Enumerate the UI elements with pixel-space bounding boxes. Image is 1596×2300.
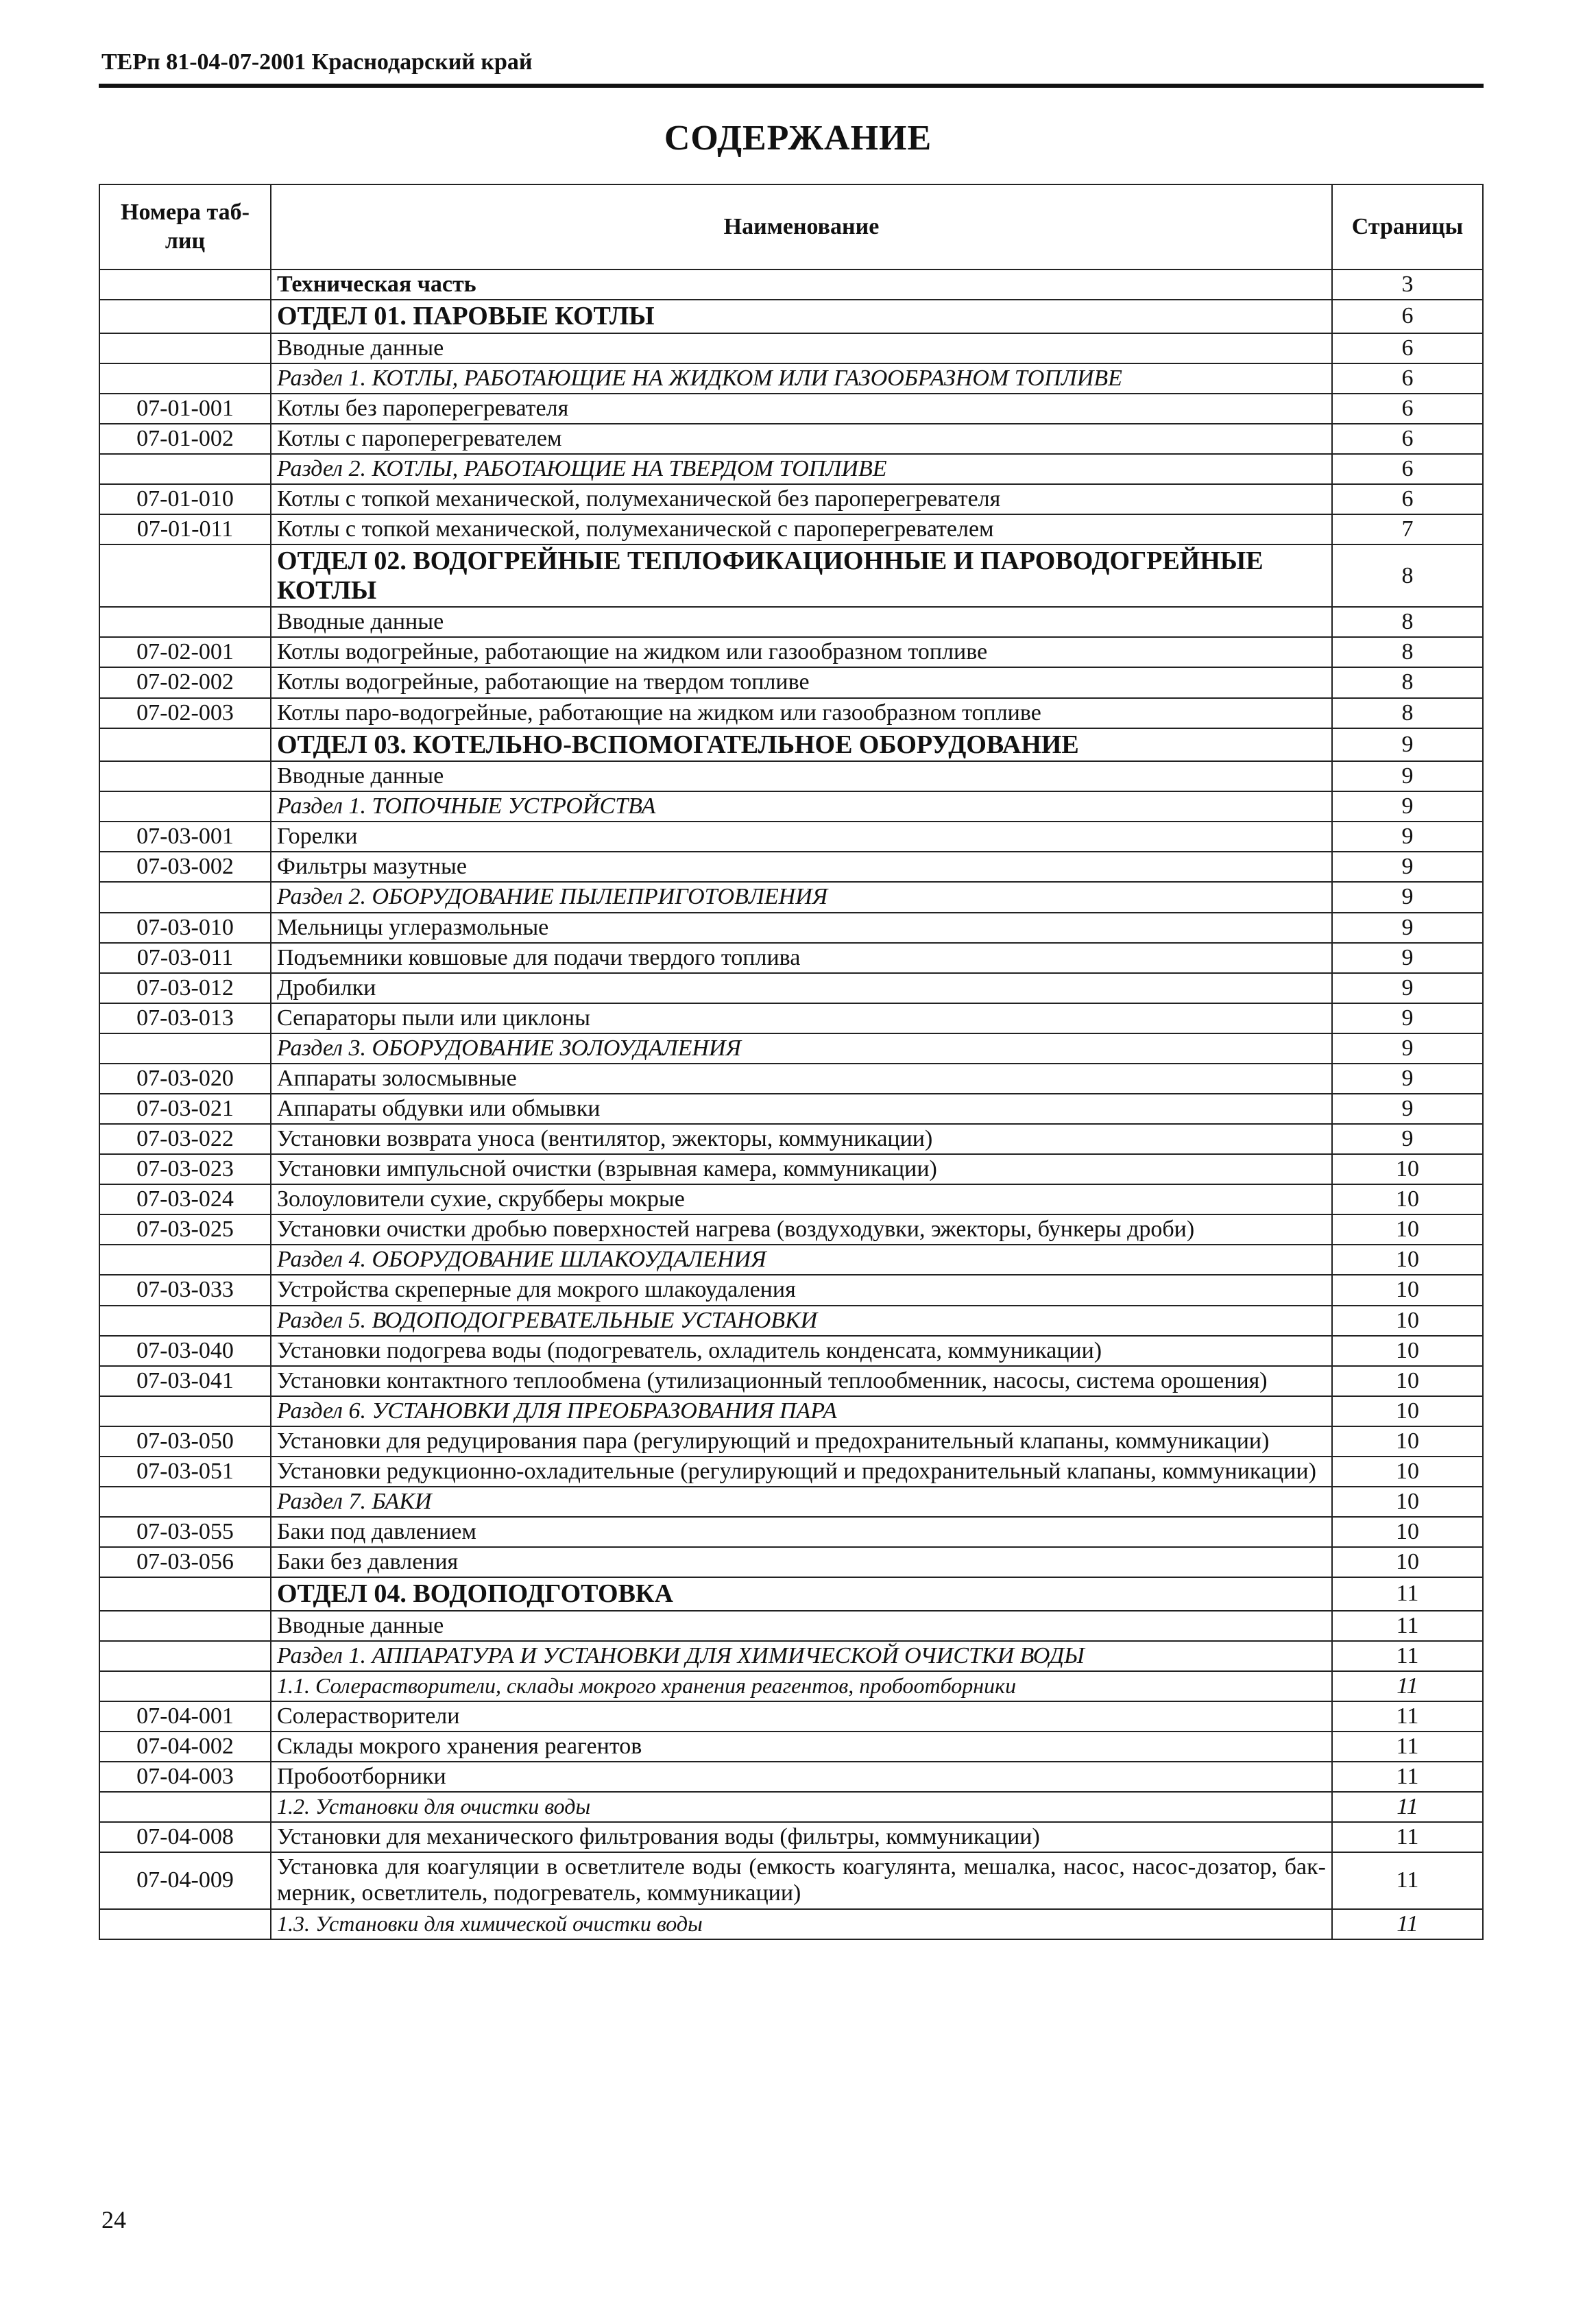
page-number-cell: 11 xyxy=(1332,1641,1483,1671)
table-number-cell xyxy=(99,333,271,363)
table-number-cell xyxy=(99,607,271,637)
table-row xyxy=(99,1762,1483,1792)
table-row xyxy=(99,852,1483,882)
table-number-cell: 07-04-002 xyxy=(99,1732,271,1762)
table-number-cell xyxy=(99,728,271,762)
table-row xyxy=(99,484,1483,514)
table-row xyxy=(99,1547,1483,1577)
table-row xyxy=(99,1003,1483,1033)
entry-name-cell: Раздел 3. ОБОРУДОВАНИЕ ЗОЛОУДАЛЕНИЯ xyxy=(271,1033,1332,1064)
table-number-cell: 07-03-050 xyxy=(99,1426,271,1457)
table-row xyxy=(99,1457,1483,1487)
page-number-cell: 11 xyxy=(1332,1822,1483,1852)
entry-name-cell: 1.3. Установки для химической очистки воды xyxy=(271,1909,1332,1939)
page-number-cell: 9 xyxy=(1332,1033,1483,1064)
page-number-cell: 10 xyxy=(1332,1487,1483,1517)
page-number-cell: 9 xyxy=(1332,913,1483,943)
table-number-cell xyxy=(99,1611,271,1641)
table-row xyxy=(99,1033,1483,1064)
entry-name-cell: Раздел 1. АППАРАТУРА И УСТАНОВКИ ДЛЯ ХИМИЧЕСКОЙ ОЧИСТКИ ВОДЫ xyxy=(271,1641,1332,1671)
entry-name-cell: Вводные данные xyxy=(271,333,1332,363)
entry-name-cell: Раздел 6. УСТАНОВКИ ДЛЯ ПРЕОБРАЗОВАНИЯ ПАРА xyxy=(271,1396,1332,1426)
page-number-cell: 10 xyxy=(1332,1184,1483,1214)
table-row xyxy=(99,1909,1483,1939)
table-number-cell: 07-03-013 xyxy=(99,1003,271,1033)
entry-name-cell: Техническая часть xyxy=(271,269,1332,300)
table-row xyxy=(99,1517,1483,1547)
table-row xyxy=(99,514,1483,544)
entry-name-cell: Котлы водогрейные, работающие на жидком или газообразном топливе xyxy=(271,637,1332,667)
page-number-cell: 6 xyxy=(1332,333,1483,363)
table-number-cell: 07-02-003 xyxy=(99,698,271,728)
table-number-cell xyxy=(99,1487,271,1517)
table-row xyxy=(99,1154,1483,1184)
table-row xyxy=(99,333,1483,363)
entry-name-cell: Котлы с пароперегревателем xyxy=(271,424,1332,454)
table-row xyxy=(99,637,1483,667)
table-number-cell xyxy=(99,1909,271,1939)
table-number-cell: 07-01-002 xyxy=(99,424,271,454)
page-number-cell: 8 xyxy=(1332,698,1483,728)
entry-name-cell: Вводные данные xyxy=(271,1611,1332,1641)
table-row xyxy=(99,1701,1483,1732)
entry-name-cell: Установки импульсной очистки (взрывная камера, коммуникации) xyxy=(271,1154,1332,1184)
page-number-cell: 9 xyxy=(1332,1124,1483,1154)
page-number-cell: 10 xyxy=(1332,1547,1483,1577)
table-row xyxy=(99,1336,1483,1366)
table-row xyxy=(99,454,1483,484)
table-row xyxy=(99,1275,1483,1305)
table-row xyxy=(99,728,1483,762)
entry-name-cell: Фильтры мазутные xyxy=(271,852,1332,882)
table-header-row xyxy=(99,184,1483,269)
table-row xyxy=(99,1732,1483,1762)
entry-name-cell: Баки без давления xyxy=(271,1547,1332,1577)
table-number-cell: 07-02-001 xyxy=(99,637,271,667)
table-number-cell: 07-03-011 xyxy=(99,943,271,973)
contents-table-body xyxy=(99,269,1483,1939)
entry-name-cell: Установки редукционно-охладительные (регулирующий и предохранительный клапаны, коммуникации) xyxy=(271,1457,1332,1487)
page-number-cell: 10 xyxy=(1332,1336,1483,1366)
table-row xyxy=(99,363,1483,394)
entry-name-cell: Котлы водогрейные, работающие на твердом топливе xyxy=(271,667,1332,697)
entry-name-cell: Подъемники ковшовые для подачи твердого топлива xyxy=(271,943,1332,973)
table-number-cell xyxy=(99,1792,271,1822)
table-number-cell: 07-03-025 xyxy=(99,1214,271,1245)
entry-name-cell: Пробоотборники xyxy=(271,1762,1332,1792)
entry-name-cell: Раздел 1. КОТЛЫ, РАБОТАЮЩИЕ НА ЖИДКОМ ИЛИ ГАЗООБРАЗНОМ ТОПЛИВЕ xyxy=(271,363,1332,394)
page-number-cell: 9 xyxy=(1332,761,1483,791)
table-number-cell xyxy=(99,1577,271,1611)
table-row xyxy=(99,1426,1483,1457)
table-number-cell xyxy=(99,544,271,607)
table-number-cell: 07-03-055 xyxy=(99,1517,271,1547)
page-number-cell: 9 xyxy=(1332,852,1483,882)
entry-name-cell: Раздел 2. КОТЛЫ, РАБОТАЮЩИЕ НА ТВЕРДОМ ТОПЛИВЕ xyxy=(271,454,1332,484)
table-row xyxy=(99,1214,1483,1245)
contents-table xyxy=(99,184,1484,1940)
entry-name-cell: Мельницы углеразмольные xyxy=(271,913,1332,943)
page-number-cell: 11 xyxy=(1332,1577,1483,1611)
page-number-cell: 9 xyxy=(1332,882,1483,912)
table-number-cell: 07-03-051 xyxy=(99,1457,271,1487)
table-number-cell xyxy=(99,454,271,484)
page-title: СОДЕРЖАНИЕ xyxy=(664,119,932,158)
page-number-cell: 8 xyxy=(1332,637,1483,667)
table-number-cell: 07-03-033 xyxy=(99,1275,271,1305)
entry-name-cell: ОТДЕЛ 03. КОТЕЛЬНО-ВСПОМОГАТЕЛЬНОЕ ОБОРУДОВАНИЕ xyxy=(271,728,1332,762)
table-number-cell: 07-01-010 xyxy=(99,484,271,514)
entry-name-cell: ОТДЕЛ 01. ПАРОВЫЕ КОТЛЫ xyxy=(271,300,1332,333)
table-number-cell: 07-03-002 xyxy=(99,852,271,882)
page-number-cell: 7 xyxy=(1332,514,1483,544)
table-row xyxy=(99,761,1483,791)
page-number-cell: 10 xyxy=(1332,1154,1483,1184)
table-number-cell: 07-03-020 xyxy=(99,1064,271,1094)
page-number-cell: 6 xyxy=(1332,300,1483,333)
entry-name-cell: ОТДЕЛ 02. ВОДОГРЕЙНЫЕ ТЕПЛОФИКАЦИОННЫЕ И ПАРОВОДОГРЕЙНЫЕ КОТЛЫ xyxy=(271,544,1332,607)
entry-name-cell: Установки очистки дробью поверхностей нагрева (воздуходувки, эжекторы, бункеры дроби) xyxy=(271,1214,1332,1245)
entry-name-cell: Установки для механического фильтрования воды (фильтры, коммуникации) xyxy=(271,1822,1332,1852)
table-row xyxy=(99,943,1483,973)
table-number-cell: 07-04-008 xyxy=(99,1822,271,1852)
entry-name-cell: Установки возврата уноса (вентилятор, эжекторы, коммуникации) xyxy=(271,1124,1332,1154)
page-number-cell: 9 xyxy=(1332,822,1483,852)
table-number-cell: 07-03-041 xyxy=(99,1366,271,1396)
table-row xyxy=(99,1852,1483,1908)
table-row xyxy=(99,1245,1483,1275)
table-row xyxy=(99,698,1483,728)
table-number-cell: 07-04-001 xyxy=(99,1701,271,1732)
table-row xyxy=(99,1064,1483,1094)
table-row xyxy=(99,1396,1483,1426)
page-number-cell: 9 xyxy=(1332,728,1483,762)
table-number-cell: 07-03-023 xyxy=(99,1154,271,1184)
page-number-cell: 8 xyxy=(1332,544,1483,607)
entry-name-cell: Баки под давлением xyxy=(271,1517,1332,1547)
page-number-cell: 9 xyxy=(1332,1064,1483,1094)
table-row xyxy=(99,1124,1483,1154)
entry-name-cell: Раздел 4. ОБОРУДОВАНИЕ ШЛАКОУДАЛЕНИЯ xyxy=(271,1245,1332,1275)
page-number-cell: 10 xyxy=(1332,1396,1483,1426)
table-number-cell: 07-04-003 xyxy=(99,1762,271,1792)
page-number-cell: 6 xyxy=(1332,484,1483,514)
table-number-cell xyxy=(99,1306,271,1336)
page-number-cell: 9 xyxy=(1332,973,1483,1003)
table-row xyxy=(99,300,1483,333)
entry-name-cell: Вводные данные xyxy=(271,607,1332,637)
entry-name-cell: Котлы паро-водогрейные, работающие на жидком или газообразном топливе xyxy=(271,698,1332,728)
entry-name-cell: Дробилки xyxy=(271,973,1332,1003)
page-number-cell: 11 xyxy=(1332,1611,1483,1641)
entry-name-cell: 1.2. Установки для очистки воды xyxy=(271,1792,1332,1822)
table-number-cell: 07-03-022 xyxy=(99,1124,271,1154)
table-number-cell: 07-04-009 xyxy=(99,1852,271,1908)
entry-name-cell: Раздел 7. БАКИ xyxy=(271,1487,1332,1517)
table-row xyxy=(99,882,1483,912)
page-number-cell: 6 xyxy=(1332,424,1483,454)
page-number-cell: 8 xyxy=(1332,607,1483,637)
table-row xyxy=(99,1822,1483,1852)
table-number-cell: 07-03-012 xyxy=(99,973,271,1003)
table-number-cell xyxy=(99,269,271,300)
table-row xyxy=(99,1577,1483,1611)
table-row xyxy=(99,667,1483,697)
table-number-cell xyxy=(99,1641,271,1671)
table-row xyxy=(99,1184,1483,1214)
table-row xyxy=(99,973,1483,1003)
page-number-cell: 8 xyxy=(1332,667,1483,697)
page-number-cell: 11 xyxy=(1332,1762,1483,1792)
table-row xyxy=(99,1094,1483,1124)
page-number-cell: 10 xyxy=(1332,1426,1483,1457)
table-row xyxy=(99,822,1483,852)
entry-name-cell: Вводные данные xyxy=(271,761,1332,791)
page-number-cell: 11 xyxy=(1332,1909,1483,1939)
table-row xyxy=(99,1641,1483,1671)
page-number-cell: 10 xyxy=(1332,1517,1483,1547)
entry-name-cell: Золоуловители сухие, скрубберы мокрые xyxy=(271,1184,1332,1214)
entry-name-cell: Котлы с топкой механической, полумеханической с пароперегревателем xyxy=(271,514,1332,544)
page-number-cell: 9 xyxy=(1332,1094,1483,1124)
page-number-cell: 11 xyxy=(1332,1732,1483,1762)
table-number-cell: 07-03-021 xyxy=(99,1094,271,1124)
page-number-cell: 11 xyxy=(1332,1792,1483,1822)
entry-name-cell: Установки контактного теплообмена (утилизационный теплообменник, насосы, система орошения) xyxy=(271,1366,1332,1396)
table-number-cell xyxy=(99,363,271,394)
page-number-cell: 9 xyxy=(1332,943,1483,973)
entry-name-cell: Сепараторы пыли или циклоны xyxy=(271,1003,1332,1033)
entry-name-cell: Солерастворители xyxy=(271,1701,1332,1732)
entry-name-cell: Установка для коагуляции в осветлителе воды (емкость коагулянта, мешалка, насос, насос-дозатор, бак-мерник, осветлитель, подогреватель, коммуникации) xyxy=(271,1852,1332,1908)
table-number-cell xyxy=(99,1033,271,1064)
table-row xyxy=(99,913,1483,943)
table-number-cell xyxy=(99,1671,271,1701)
entry-name-cell: Раздел 5. ВОДОПОДОГРЕВАТЕЛЬНЫЕ УСТАНОВКИ xyxy=(271,1306,1332,1336)
entry-name-cell: Раздел 1. ТОПОЧНЫЕ УСТРОЙСТВА xyxy=(271,791,1332,822)
entry-name-cell: Склады мокрого хранения реагентов xyxy=(271,1732,1332,1762)
table-row xyxy=(99,269,1483,300)
entry-name-cell: Установки подогрева воды (подогреватель, охладитель конденсата, коммуникации) xyxy=(271,1336,1332,1366)
table-row xyxy=(99,1366,1483,1396)
page-number-cell: 11 xyxy=(1332,1852,1483,1908)
table-number-cell: 07-01-011 xyxy=(99,514,271,544)
entry-name-cell: Раздел 2. ОБОРУДОВАНИЕ ПЫЛЕПРИГОТОВЛЕНИЯ xyxy=(271,882,1332,912)
col-header-table-numbers: Номера таб-лиц xyxy=(99,184,271,269)
table-row xyxy=(99,1306,1483,1336)
table-number-cell xyxy=(99,761,271,791)
page-number-cell: 6 xyxy=(1332,394,1483,424)
entry-name-cell: Горелки xyxy=(271,822,1332,852)
entry-name-cell: Установки для редуцирования пара (регулирующий и предохранительный клапаны, коммуникации) xyxy=(271,1426,1332,1457)
entry-name-cell: 1.1. Солерастворители, склады мокрого хранения реагентов, пробоотборники xyxy=(271,1671,1332,1701)
table-number-cell xyxy=(99,300,271,333)
page-number-cell: 6 xyxy=(1332,454,1483,484)
page-number-cell: 10 xyxy=(1332,1306,1483,1336)
col-header-name: Наименование xyxy=(271,184,1332,269)
page-number-cell: 11 xyxy=(1332,1701,1483,1732)
page-number: 24 xyxy=(101,2206,126,2233)
table-number-cell: 07-02-002 xyxy=(99,667,271,697)
table-number-cell xyxy=(99,791,271,822)
page-number-cell: 6 xyxy=(1332,363,1483,394)
table-number-cell: 07-03-010 xyxy=(99,913,271,943)
table-row xyxy=(99,1792,1483,1822)
table-number-cell: 07-03-040 xyxy=(99,1336,271,1366)
page-number-cell: 10 xyxy=(1332,1457,1483,1487)
page-number-cell: 10 xyxy=(1332,1275,1483,1305)
table-number-cell xyxy=(99,1396,271,1426)
entry-name-cell: Котлы с топкой механической, полумеханической без пароперегревателя xyxy=(271,484,1332,514)
table-row xyxy=(99,544,1483,607)
page-number-cell: 11 xyxy=(1332,1671,1483,1701)
table-number-cell xyxy=(99,882,271,912)
table-number-cell: 07-03-056 xyxy=(99,1547,271,1577)
entry-name-cell: Аппараты золосмывные xyxy=(271,1064,1332,1094)
header-rule xyxy=(99,84,1484,88)
page-number-cell: 9 xyxy=(1332,791,1483,822)
page-number-cell: 10 xyxy=(1332,1245,1483,1275)
table-row xyxy=(99,424,1483,454)
page-number-cell: 9 xyxy=(1332,1003,1483,1033)
table-number-cell: 07-01-001 xyxy=(99,394,271,424)
table-row xyxy=(99,1671,1483,1701)
table-row xyxy=(99,607,1483,637)
entry-name-cell: Котлы без пароперегревателя xyxy=(271,394,1332,424)
table-number-cell xyxy=(99,1245,271,1275)
table-row xyxy=(99,1611,1483,1641)
page-number-cell: 10 xyxy=(1332,1366,1483,1396)
col-header-pages: Страницы xyxy=(1332,184,1483,269)
table-row xyxy=(99,394,1483,424)
entry-name-cell: Устройства скреперные для мокрого шлакоудаления xyxy=(271,1275,1332,1305)
page-number-cell: 3 xyxy=(1332,269,1483,300)
page-number-cell: 10 xyxy=(1332,1214,1483,1245)
table-row xyxy=(99,791,1483,822)
entry-name-cell: Аппараты обдувки или обмывки xyxy=(271,1094,1332,1124)
table-row xyxy=(99,1487,1483,1517)
document-header: ТЕРп 81-04-07-2001 Краснодарский край xyxy=(101,49,533,75)
entry-name-cell: ОТДЕЛ 04. ВОДОПОДГОТОВКА xyxy=(271,1577,1332,1611)
table-number-cell: 07-03-001 xyxy=(99,822,271,852)
table-number-cell: 07-03-024 xyxy=(99,1184,271,1214)
